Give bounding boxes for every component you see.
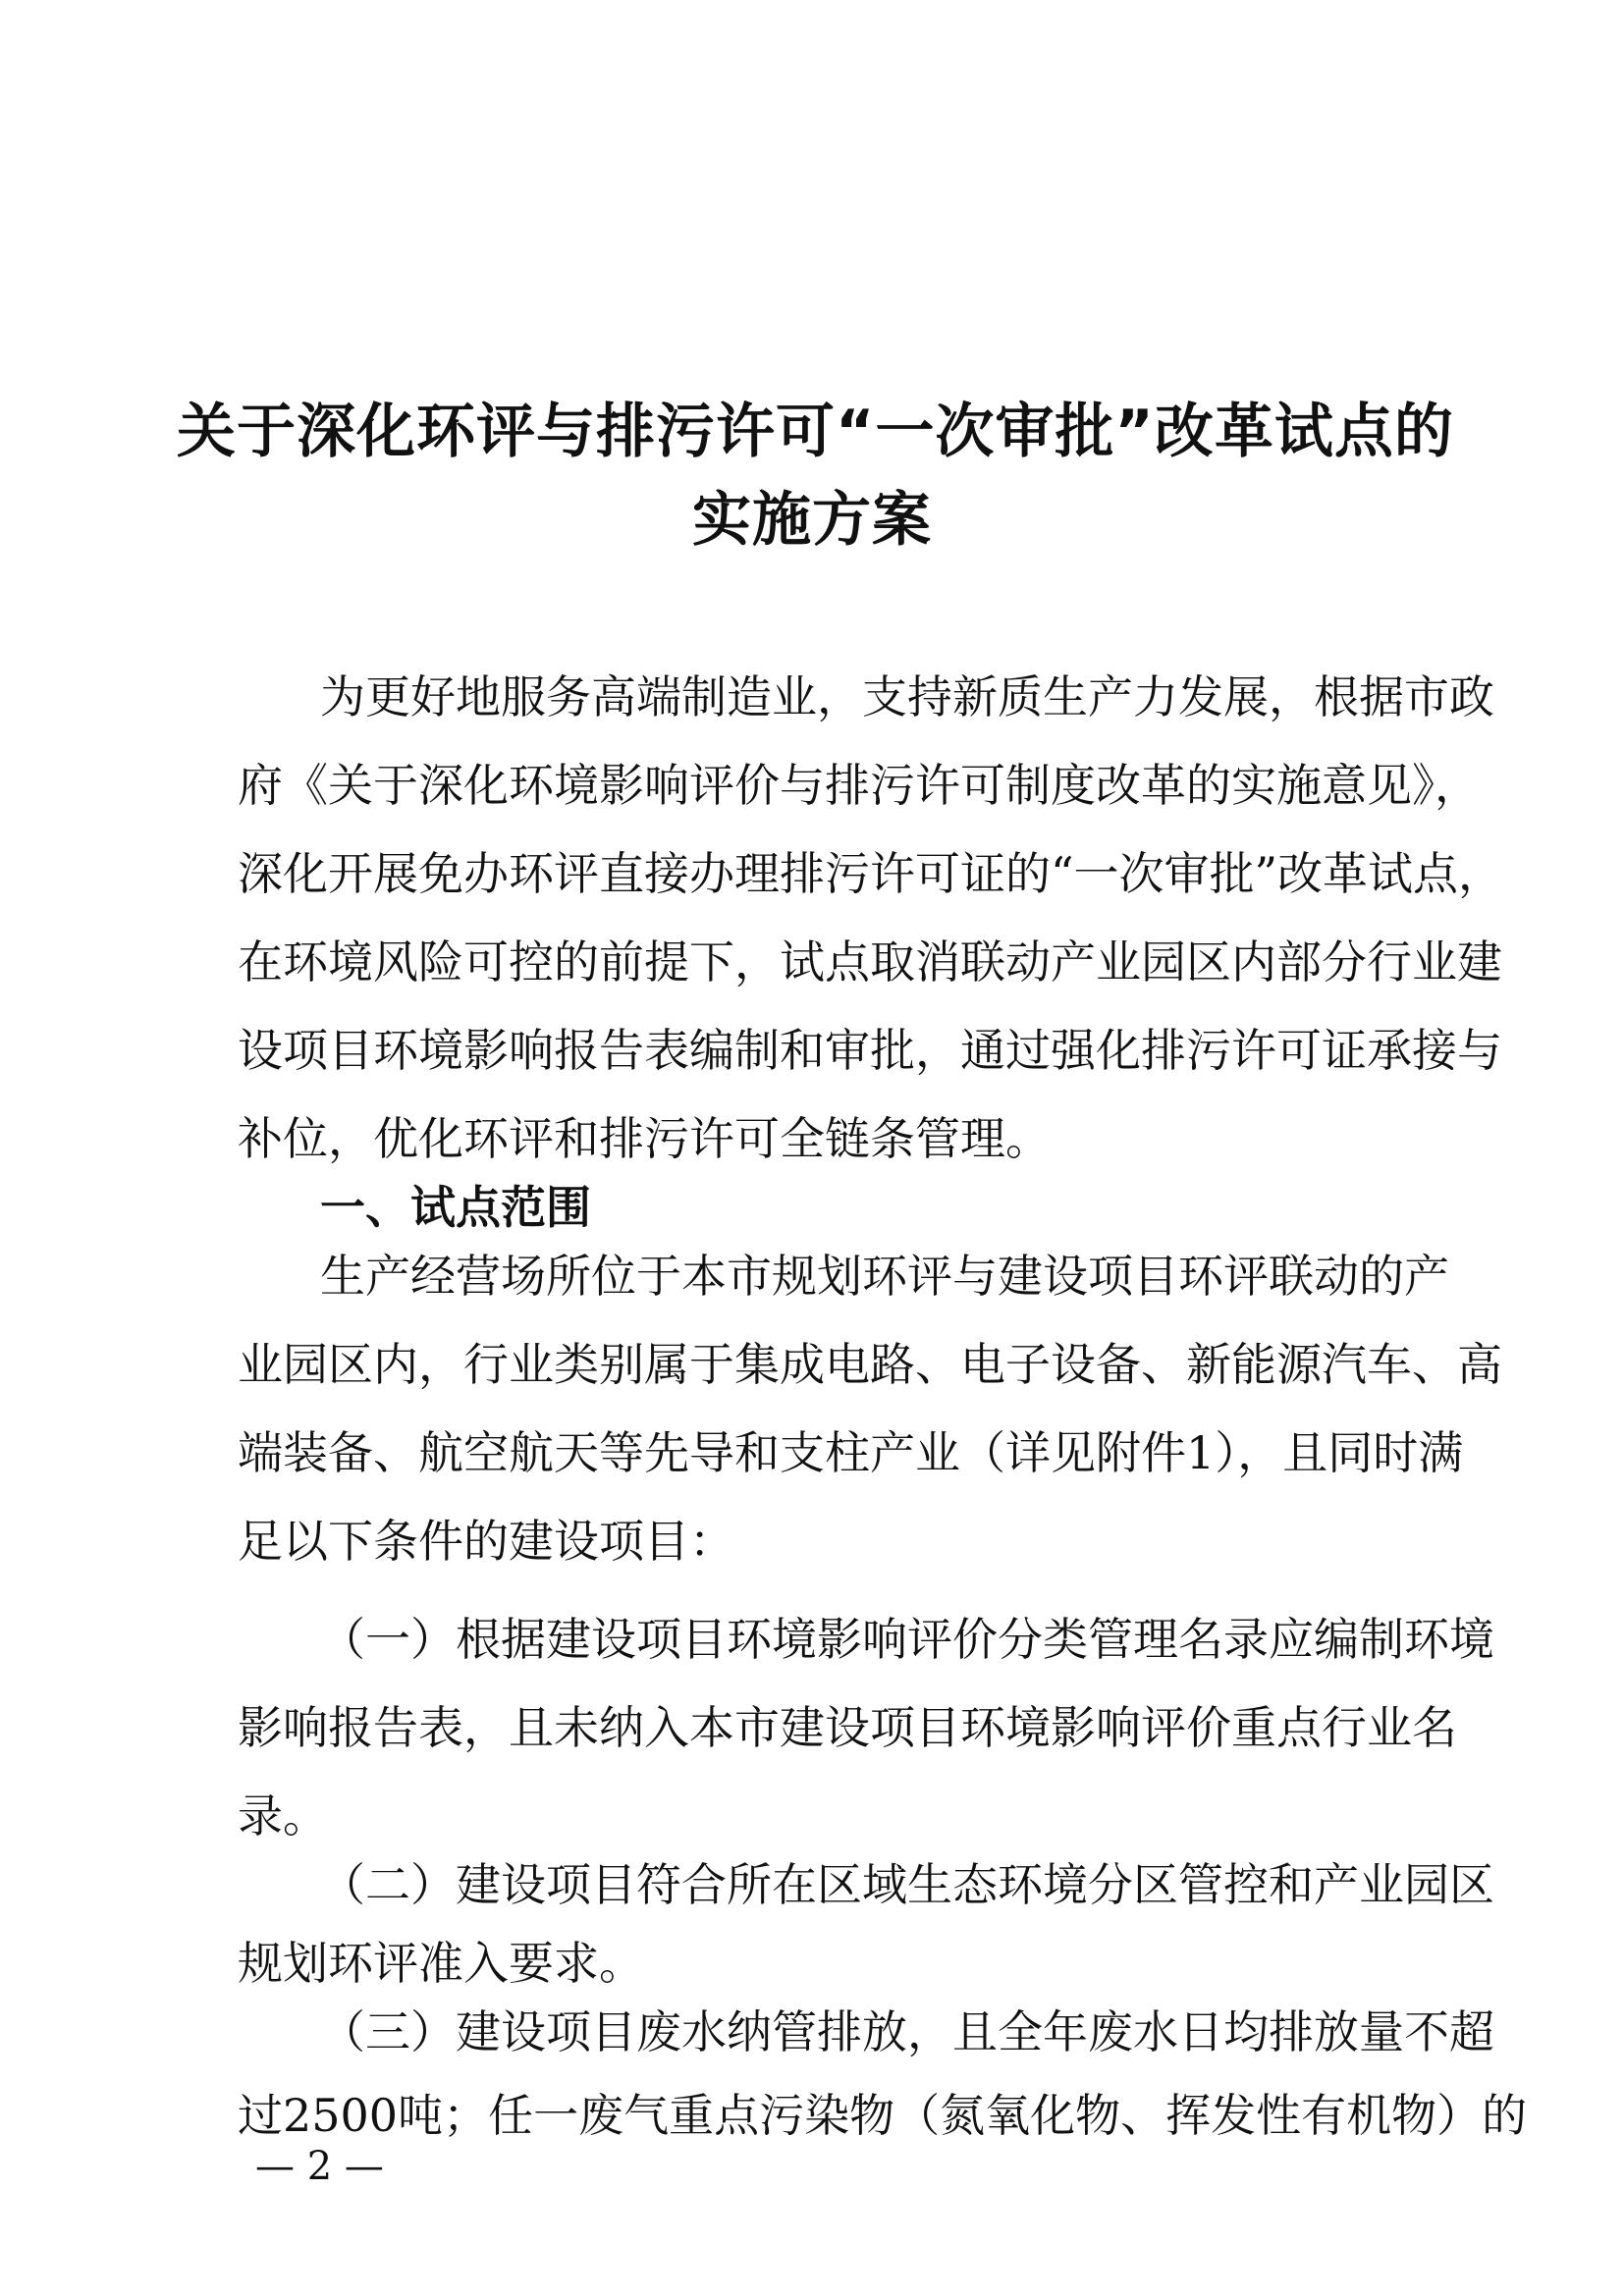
intro-line-2: 府《关于深化环境影响评价与排污许可制度改革的实施意见》， — [238, 759, 1480, 812]
item-2-line-2: 规划环评准入要求。 — [238, 1937, 644, 1990]
item-1-line-2: 影响报告表，且未纳入本市建设项目环境影响评价重点行业名 — [238, 1701, 1457, 1754]
intro-line-4: 在环境风险可控的前提下，试点取消联动产业园区内部分行业建 — [238, 935, 1502, 988]
document-title-line-2: 实施方案 — [692, 486, 932, 555]
scope-line-1: 生产经营场所位于本市规划环评与建设项目环评联动的产 — [320, 1250, 1449, 1303]
scope-line-3: 端装备、航空航天等先导和支柱产业（详见附件1），且同时满 — [238, 1426, 1464, 1479]
intro-line-5: 设项目环境影响报告表编制和审批，通过强化排污许可证承接与 — [238, 1024, 1502, 1077]
intro-line-6: 补位，优化环评和排污许可全链条管理。 — [238, 1112, 1051, 1165]
item-1-line-3: 录。 — [238, 1789, 328, 1842]
intro-line-3: 深化开展免办环评直接办理排污许可证的“一次审批”改革试点， — [238, 847, 1504, 900]
section-heading-scope: 一、试点范围 — [320, 1181, 591, 1234]
scope-line-2: 业园区内，行业类别属于集成电路、电子设备、新能源汽车、高 — [238, 1338, 1502, 1391]
item-3-line-2: 过2500吨；任一废气重点污染物（氮氧化物、挥发性有机物）的 — [238, 2089, 1528, 2142]
page-number: — 2 — — [255, 2144, 384, 2189]
item-2-line-1: （二）建设项目符合所在区域生态环境分区管控和产业园区 — [320, 1858, 1494, 1911]
document-title-line-1: 关于深化环评与排污许可“一次审批”改革试点的 — [177, 398, 1454, 466]
intro-line-1: 为更好地服务高端制造业，支持新质生产力发展，根据市政 — [320, 670, 1494, 723]
item-1-line-1: （一）根据建设项目环境影响评价分类管理名录应编制环境 — [320, 1613, 1494, 1666]
item-3-line-1: （三）建设项目废水纳管排放，且全年废水日均排放量不超 — [320, 2005, 1494, 2058]
scope-line-4: 足以下条件的建设项目： — [238, 1515, 734, 1568]
